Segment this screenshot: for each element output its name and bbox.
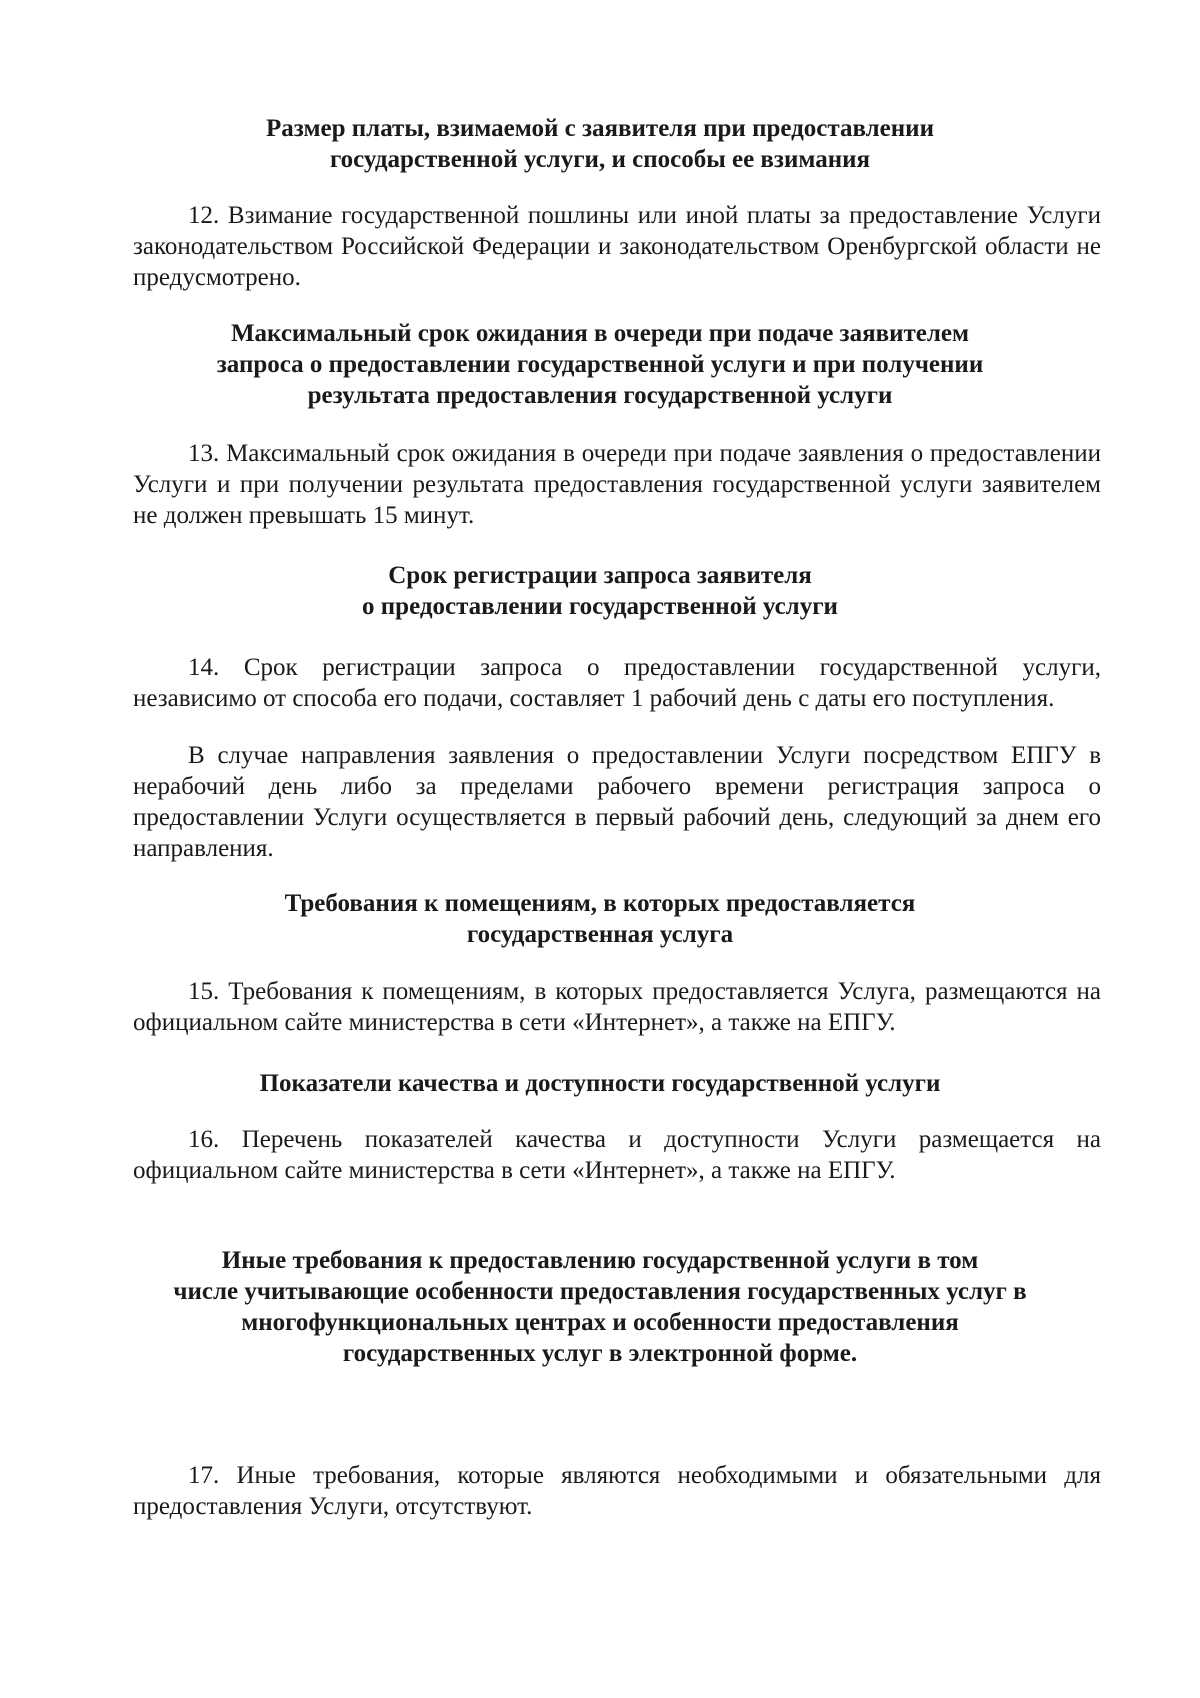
heading-payment xyxy=(120,113,1080,175)
heading-premises xyxy=(120,888,1080,950)
heading-registration xyxy=(120,560,1080,622)
paragraph-16: 16. Перечень показателей качества и доступности Услуги размещается на официальном сайте министерства в сети «Интернет», а также на ЕПГУ. xyxy=(133,1126,1101,1184)
heading-line: Требования к помещениям, в которых предоставляется xyxy=(284,890,916,917)
heading-line: о предоставлении государственной услуги xyxy=(362,593,838,620)
heading-line: государственная услуга xyxy=(466,921,734,948)
heading-line: Размер платы, взимаемой с заявителя при предоставлении xyxy=(266,115,934,142)
paragraph-14-continued: В случае направления заявления о предоставлении Услуги посредством ЕПГУ в нерабочий день либо за пределами рабочего времени регистрация запроса о предоставлении Услуги осуществляется в первый рабочий день, следующий за днем его направления. xyxy=(133,742,1101,862)
heading-line: Показатели качества и доступности государственной услуги xyxy=(259,1070,941,1097)
heading-line: результата предоставления государственной услуги xyxy=(307,382,893,409)
heading-line: запроса о предоставлении государственной услуги и при получении xyxy=(216,351,984,378)
paragraph-13: 13. Максимальный срок ожидания в очереди при подаче заявления о предоставлении Услуги и при получении результата предоставления государственной услуги заявителем не должен превышать 15 минут. xyxy=(133,440,1101,529)
heading-other-requirements xyxy=(120,1245,1080,1369)
heading-line: многофункциональных центрах и особенности предоставления xyxy=(241,1309,959,1336)
paragraph-12: 12. Взимание государственной пошлины или иной платы за предоставление Услуги законодательством Российской Федерации и законодательством Оренбургской области не предусмотрено. xyxy=(133,202,1101,291)
heading-line: государственных услуг в электронной форме. xyxy=(342,1340,858,1367)
heading-line: Иные требования к предоставлению государственной услуги в том xyxy=(221,1247,979,1274)
heading-line: Срок регистрации запроса заявителя xyxy=(388,562,812,589)
heading-line: Максимальный срок ожидания в очереди при подаче заявителем xyxy=(230,320,970,347)
paragraph-15: 15. Требования к помещениям, в которых предоставляется Услуга, размещаются на официальном сайте министерства в сети «Интернет», а также на ЕПГУ. xyxy=(133,978,1101,1036)
heading-line: числе учитывающие особенности предоставления государственных услуг в xyxy=(173,1278,1027,1305)
paragraph-14: 14. Срок регистрации запроса о предоставлении государственной услуги, независимо от способа его подачи, составляет 1 рабочий день с даты его поступления. xyxy=(133,654,1101,712)
heading-line: государственной услуги, и способы ее взимания xyxy=(329,146,871,173)
heading-quality xyxy=(120,1068,1080,1099)
paragraph-17: 17. Иные требования, которые являются необходимыми и обязательными для предоставления Услуги, отсутствуют. xyxy=(133,1462,1101,1520)
heading-queue-time xyxy=(120,318,1080,411)
